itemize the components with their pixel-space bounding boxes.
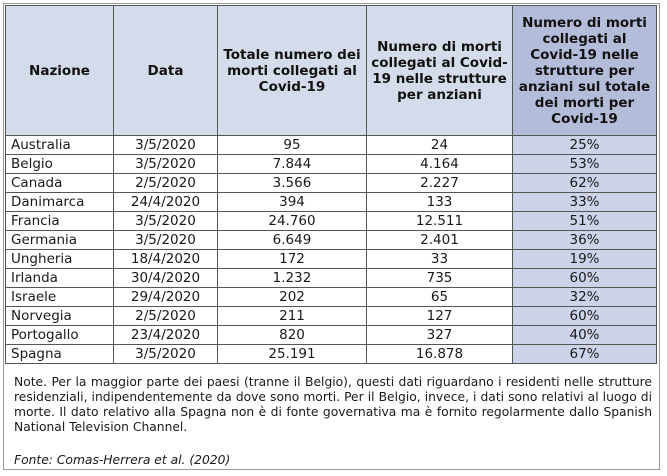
cell-strutture: 65	[367, 288, 513, 307]
cell-percentuale: 25%	[513, 136, 657, 155]
cell-strutture: 2.401	[367, 231, 513, 250]
cell-percentuale: 32%	[513, 288, 657, 307]
table-row	[6, 288, 657, 307]
cell-nazione: Canada	[6, 174, 114, 193]
header-totale-morti: Totale numero dei morti collegati al Covid-19	[218, 6, 367, 136]
cell-data: 24/4/2020	[114, 193, 218, 212]
cell-nazione: Ungheria	[6, 250, 114, 269]
cell-totale: 202	[218, 288, 367, 307]
cell-totale: 25.191	[218, 345, 367, 364]
cell-nazione: Norvegia	[6, 307, 114, 326]
cell-nazione: Belgio	[6, 155, 114, 174]
cell-totale: 211	[218, 307, 367, 326]
cell-strutture: 133	[367, 193, 513, 212]
cell-data: 30/4/2020	[114, 269, 218, 288]
cell-strutture: 127	[367, 307, 513, 326]
cell-percentuale: 60%	[513, 307, 657, 326]
cell-percentuale: 60%	[513, 269, 657, 288]
cell-percentuale: 53%	[513, 155, 657, 174]
cell-nazione: Irlanda	[6, 269, 114, 288]
cell-strutture: 16.878	[367, 345, 513, 364]
cell-nazione: Portogallo	[6, 326, 114, 345]
table-row	[6, 136, 657, 155]
cell-totale: 7.844	[218, 155, 367, 174]
table-row	[6, 231, 657, 250]
cell-data: 3/5/2020	[114, 231, 218, 250]
header-morti-strutture: Numero di morti collegati al Covid-19 nelle strutture per anziani	[367, 6, 513, 136]
cell-nazione: Spagna	[6, 345, 114, 364]
cell-data: 3/5/2020	[114, 212, 218, 231]
cell-strutture: 327	[367, 326, 513, 345]
cell-totale: 1.232	[218, 269, 367, 288]
header-nazione: Nazione	[6, 6, 114, 136]
cell-totale: 172	[218, 250, 367, 269]
cell-nazione: Israele	[6, 288, 114, 307]
cell-totale: 95	[218, 136, 367, 155]
cell-percentuale: 33%	[513, 193, 657, 212]
cell-nazione: Germania	[6, 231, 114, 250]
cell-nazione: Francia	[6, 212, 114, 231]
cell-nazione: Australia	[6, 136, 114, 155]
cell-percentuale: 36%	[513, 231, 657, 250]
cell-strutture: 24	[367, 136, 513, 155]
table-row	[6, 326, 657, 345]
header-percentuale: Numero di morti collegati al Covid-19 nelle strutture per anziani sul totale dei morti per Covid-19	[513, 6, 657, 136]
cell-percentuale: 51%	[513, 212, 657, 231]
table-row	[6, 307, 657, 326]
cell-totale: 24.760	[218, 212, 367, 231]
cell-percentuale: 67%	[513, 345, 657, 364]
header-row	[6, 6, 657, 136]
table-row	[6, 212, 657, 231]
cell-data: 18/4/2020	[114, 250, 218, 269]
cell-strutture: 735	[367, 269, 513, 288]
cell-data: 29/4/2020	[114, 288, 218, 307]
cell-totale: 3.566	[218, 174, 367, 193]
header-data: Data	[114, 6, 218, 136]
table-row	[6, 193, 657, 212]
cell-percentuale: 19%	[513, 250, 657, 269]
cell-totale: 6.649	[218, 231, 367, 250]
table-source: Fonte: Comas-Herrera et al. (2020)	[14, 453, 231, 467]
cell-data: 3/5/2020	[114, 155, 218, 174]
table-row	[6, 269, 657, 288]
cell-data: 3/5/2020	[114, 136, 218, 155]
cell-percentuale: 40%	[513, 326, 657, 345]
cell-data: 3/5/2020	[114, 345, 218, 364]
table-row	[6, 345, 657, 364]
covid-deaths-table	[5, 5, 657, 364]
cell-totale: 820	[218, 326, 367, 345]
cell-strutture: 33	[367, 250, 513, 269]
cell-strutture: 12.511	[367, 212, 513, 231]
cell-data: 2/5/2020	[114, 174, 218, 193]
cell-data: 23/4/2020	[114, 326, 218, 345]
cell-totale: 394	[218, 193, 367, 212]
table-row	[6, 174, 657, 193]
table-row	[6, 250, 657, 269]
table-note: Note. Per la maggior parte dei paesi (tranne il Belgio), questi dati riguardano i residenti nelle strutture residenziali, indipendentemente da dove sono morti. Per il Belgio, invece, i dati sono relativi al luogo di morte. Il dato relativo alla Spagna non è di fonte governativa ma è fornito regolarmente dallo Spanish National Television Channel.	[14, 375, 652, 434]
cell-percentuale: 62%	[513, 174, 657, 193]
table-row	[6, 155, 657, 174]
cell-strutture: 4.164	[367, 155, 513, 174]
cell-nazione: Danimarca	[6, 193, 114, 212]
cell-strutture: 2.227	[367, 174, 513, 193]
cell-data: 2/5/2020	[114, 307, 218, 326]
